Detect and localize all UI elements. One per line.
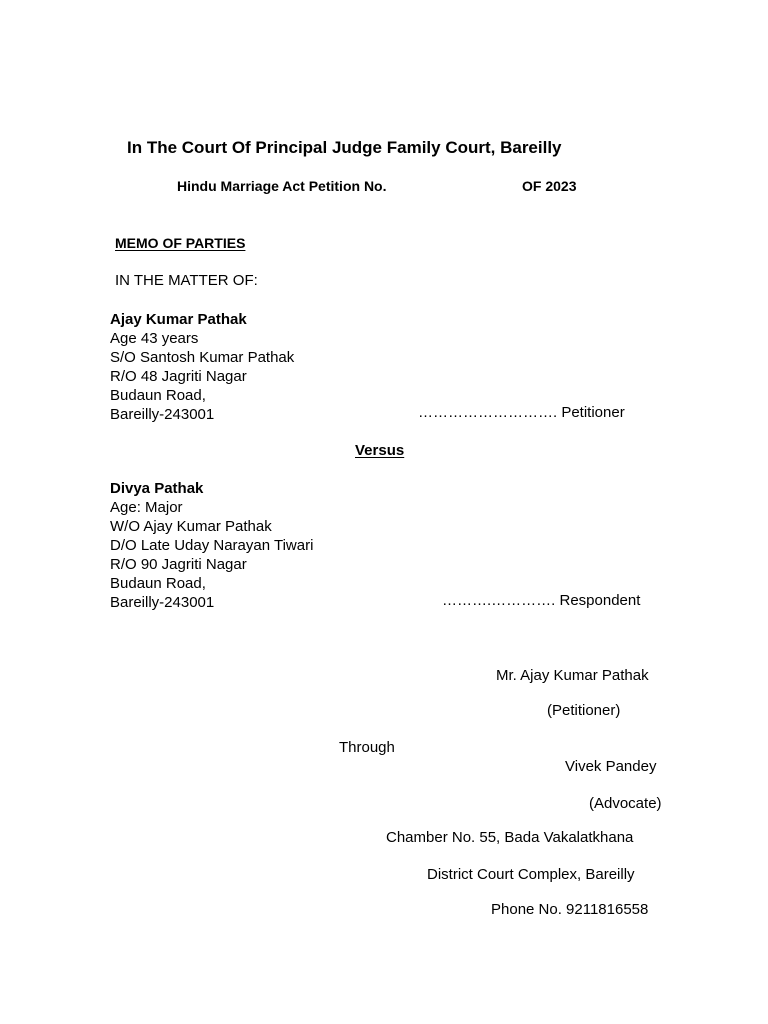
petitioner-line: S/O Santosh Kumar Pathak xyxy=(110,349,295,366)
court-complex-address: District Court Complex, Bareilly xyxy=(427,866,635,883)
petitioner-name: Ajay Kumar Pathak xyxy=(110,311,247,328)
court-title: In The Court Of Principal Judge Family Court, Bareilly xyxy=(127,138,562,157)
respondent-role: ……….…………. Respondent xyxy=(442,592,641,609)
petition-year: OF 2023 xyxy=(522,178,577,194)
petitioner-line: R/O 48 Jagriti Nagar xyxy=(110,368,247,385)
petitioner-block xyxy=(110,310,294,424)
signatory-name: Mr. Ajay Kumar Pathak xyxy=(496,667,649,684)
petitioner-role: ………………………. Petitioner xyxy=(418,404,625,421)
respondent-line: Bareilly-243001 xyxy=(110,594,215,611)
respondent-block xyxy=(110,479,313,612)
memo-heading: MEMO OF PARTIES xyxy=(115,235,246,251)
respondent-line: Age: Major xyxy=(110,499,183,516)
chamber-address: Chamber No. 55, Bada Vakalatkhana xyxy=(386,829,634,846)
signatory-role: (Petitioner) xyxy=(547,702,621,719)
advocate-role: (Advocate) xyxy=(589,795,662,812)
respondent-line: W/O Ajay Kumar Pathak xyxy=(110,518,272,535)
petitioner-line: Bareilly-243001 xyxy=(110,406,215,423)
petitioner-line: Budaun Road, xyxy=(110,387,206,404)
advocate-name: Vivek Pandey xyxy=(565,758,657,775)
respondent-name: Divya Pathak xyxy=(110,480,204,497)
respondent-line: R/O 90 Jagriti Nagar xyxy=(110,556,247,573)
versus-heading: Versus xyxy=(355,442,405,459)
matter-of-label: IN THE MATTER OF: xyxy=(115,272,258,289)
respondent-line: D/O Late Uday Narayan Tiwari xyxy=(110,537,314,554)
petition-label: Hindu Marriage Act Petition No. xyxy=(177,178,387,194)
phone-number: Phone No. 9211816558 xyxy=(491,901,649,918)
respondent-line: Budaun Road, xyxy=(110,575,206,592)
through-label: Through xyxy=(339,739,395,756)
petitioner-line: Age 43 years xyxy=(110,330,199,347)
